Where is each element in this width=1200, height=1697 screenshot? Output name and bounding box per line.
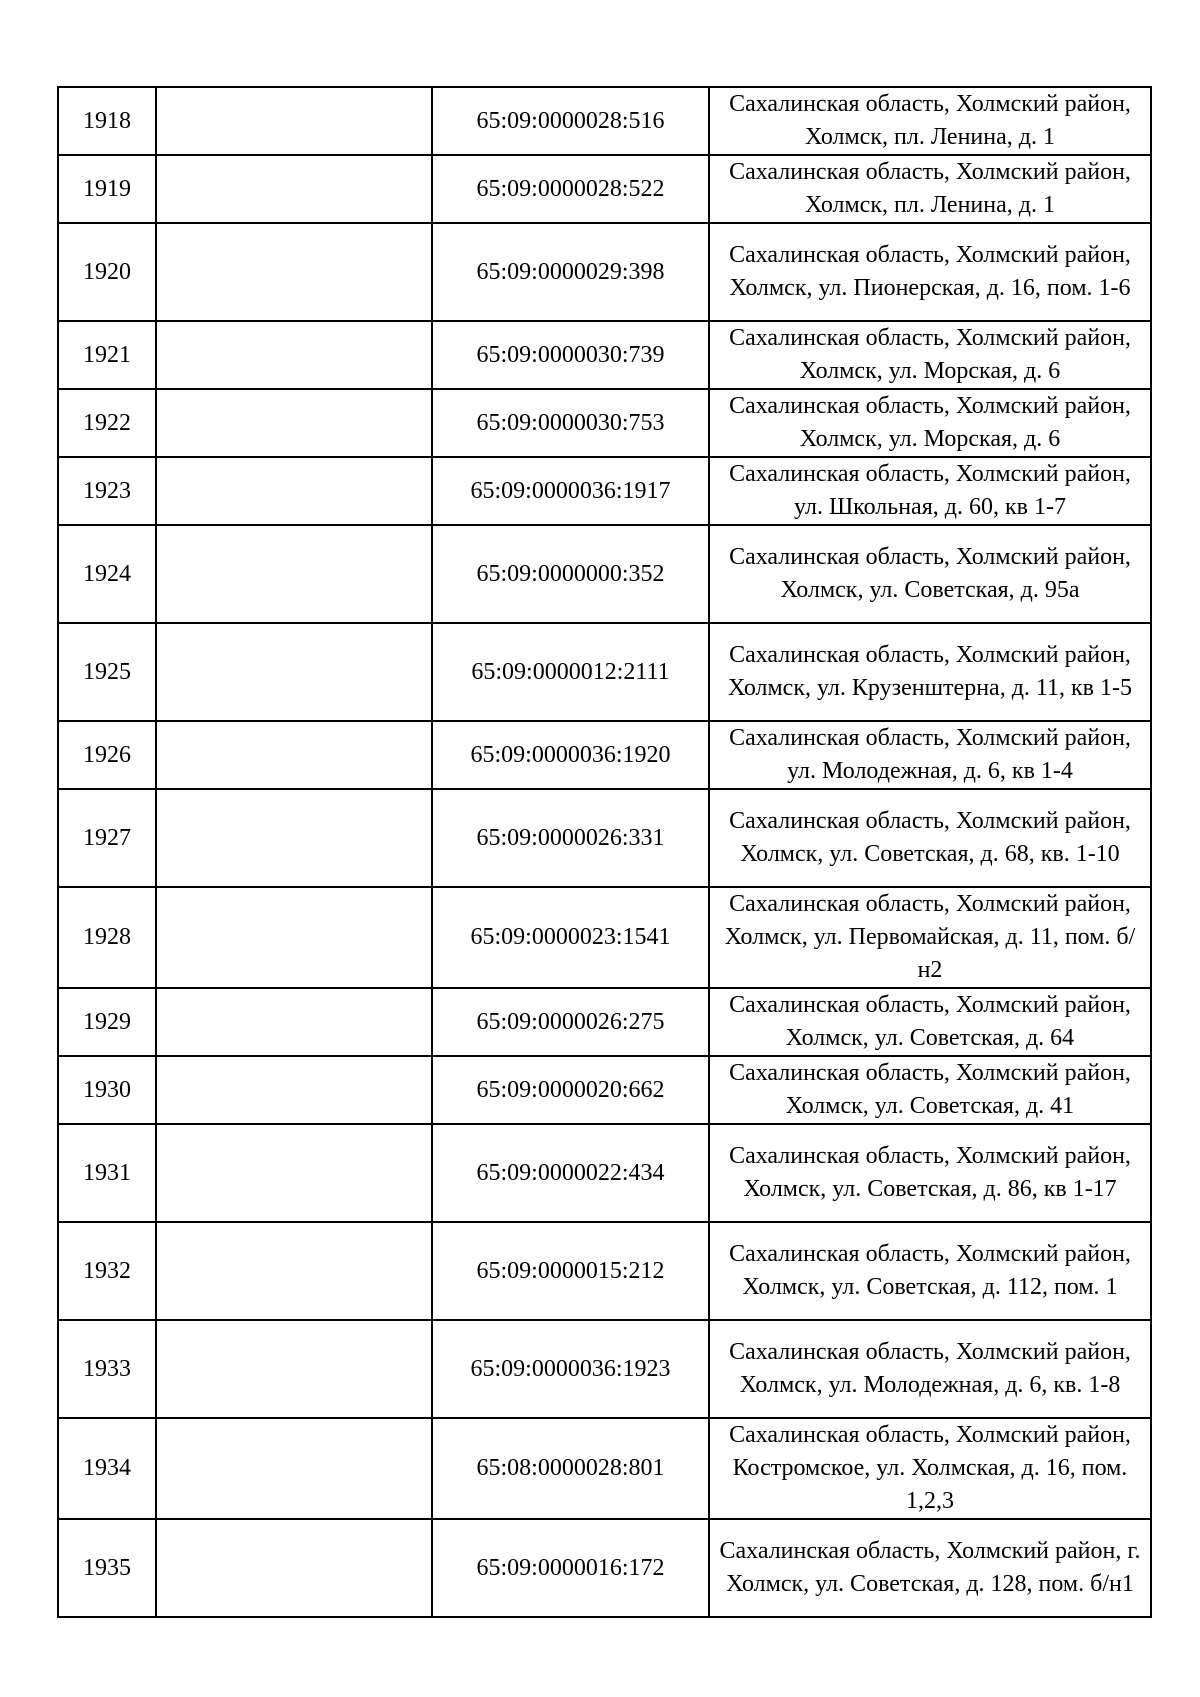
- address-cell: Сахалинская область, Холмский район, Холмск, ул. Советская, д. 41: [709, 1056, 1151, 1124]
- cadastral-number-cell: 65:09:0000022:434: [432, 1124, 709, 1222]
- address-cell: Сахалинская область, Холмский район, ул. Молодежная, д. 6, кв 1-4: [709, 721, 1151, 789]
- object-name-cell: [156, 789, 432, 887]
- row-number-cell: 1929: [58, 988, 156, 1056]
- object-name-cell: [156, 87, 432, 155]
- table-row: [58, 223, 1151, 321]
- table-row: [58, 1519, 1151, 1617]
- table-row: [58, 457, 1151, 525]
- cadastral-number-cell: 65:08:0000028:801: [432, 1418, 709, 1519]
- table-row: [58, 1222, 1151, 1320]
- cadastral-number-cell: 65:09:0000026:331: [432, 789, 709, 887]
- table-row: [58, 789, 1151, 887]
- table-row: [58, 87, 1151, 155]
- cadastral-number-cell: 65:09:0000026:275: [432, 988, 709, 1056]
- object-name-cell: [156, 223, 432, 321]
- object-name-cell: [156, 1320, 432, 1418]
- address-cell: Сахалинская область, Холмский район, Холмск, ул. Крузенштерна, д. 11, кв 1-5: [709, 623, 1151, 721]
- cadastral-number-cell: 65:09:0000015:212: [432, 1222, 709, 1320]
- row-number-cell: 1928: [58, 887, 156, 988]
- object-name-cell: [156, 389, 432, 457]
- table-row: [58, 1320, 1151, 1418]
- object-name-cell: [156, 457, 432, 525]
- register-table-body: [58, 87, 1151, 1617]
- row-number-cell: 1926: [58, 721, 156, 789]
- table-row: [58, 887, 1151, 988]
- object-name-cell: [156, 887, 432, 988]
- address-cell: Сахалинская область, Холмский район, Холмск, ул. Советская, д. 95а: [709, 525, 1151, 623]
- address-cell: Сахалинская область, Холмский район, Костромское, ул. Холмская, д. 16, пом. 1,2,3: [709, 1418, 1151, 1519]
- object-name-cell: [156, 525, 432, 623]
- row-number-cell: 1924: [58, 525, 156, 623]
- row-number-cell: 1927: [58, 789, 156, 887]
- object-name-cell: [156, 721, 432, 789]
- table-row: [58, 1124, 1151, 1222]
- row-number-cell: 1934: [58, 1418, 156, 1519]
- row-number-cell: 1923: [58, 457, 156, 525]
- address-cell: Сахалинская область, Холмский район, Холмск, ул. Советская, д. 68, кв. 1-10: [709, 789, 1151, 887]
- table-row: [58, 525, 1151, 623]
- cadastral-number-cell: 65:09:0000036:1917: [432, 457, 709, 525]
- cadastral-number-cell: 65:09:0000036:1923: [432, 1320, 709, 1418]
- table-row: [58, 1056, 1151, 1124]
- row-number-cell: 1921: [58, 321, 156, 389]
- address-cell: Сахалинская область, Холмский район, Холмск, ул. Пионерская, д. 16, пом. 1-6: [709, 223, 1151, 321]
- row-number-cell: 1931: [58, 1124, 156, 1222]
- table-row: [58, 389, 1151, 457]
- row-number-cell: 1932: [58, 1222, 156, 1320]
- object-name-cell: [156, 988, 432, 1056]
- object-name-cell: [156, 1222, 432, 1320]
- cadastral-number-cell: 65:09:0000028:516: [432, 87, 709, 155]
- cadastral-number-cell: 65:09:0000016:172: [432, 1519, 709, 1617]
- cadastral-number-cell: 65:09:0000036:1920: [432, 721, 709, 789]
- table-row: [58, 623, 1151, 721]
- cadastral-number-cell: 65:09:0000012:2111: [432, 623, 709, 721]
- row-number-cell: 1925: [58, 623, 156, 721]
- object-name-cell: [156, 1418, 432, 1519]
- row-number-cell: 1930: [58, 1056, 156, 1124]
- address-cell: Сахалинская область, Холмский район, г. Холмск, ул. Советская, д. 128, пом. б/н1: [709, 1519, 1151, 1617]
- row-number-cell: 1920: [58, 223, 156, 321]
- property-register-table: [57, 86, 1152, 1618]
- row-number-cell: 1918: [58, 87, 156, 155]
- cadastral-number-cell: 65:09:0000028:522: [432, 155, 709, 223]
- cadastral-number-cell: 65:09:0000000:352: [432, 525, 709, 623]
- cadastral-number-cell: 65:09:0000030:739: [432, 321, 709, 389]
- row-number-cell: 1922: [58, 389, 156, 457]
- table-row: [58, 155, 1151, 223]
- object-name-cell: [156, 1519, 432, 1617]
- cadastral-number-cell: 65:09:0000023:1541: [432, 887, 709, 988]
- address-cell: Сахалинская область, Холмский район, Холмск, ул. Молодежная, д. 6, кв. 1-8: [709, 1320, 1151, 1418]
- cadastral-number-cell: 65:09:0000030:753: [432, 389, 709, 457]
- address-cell: Сахалинская область, Холмский район, Холмск, пл. Ленина, д. 1: [709, 155, 1151, 223]
- address-cell: Сахалинская область, Холмский район, Холмск, ул. Советская, д. 112, пом. 1: [709, 1222, 1151, 1320]
- table-row: [58, 321, 1151, 389]
- address-cell: Сахалинская область, Холмский район, Холмск, ул. Морская, д. 6: [709, 321, 1151, 389]
- address-cell: Сахалинская область, Холмский район, Холмск, ул. Первомайская, д. 11, пом. б/н2: [709, 887, 1151, 988]
- address-cell: Сахалинская область, Холмский район, Холмск, пл. Ленина, д. 1: [709, 87, 1151, 155]
- table-row: [58, 988, 1151, 1056]
- cadastral-number-cell: 65:09:0000020:662: [432, 1056, 709, 1124]
- object-name-cell: [156, 321, 432, 389]
- object-name-cell: [156, 623, 432, 721]
- row-number-cell: 1933: [58, 1320, 156, 1418]
- object-name-cell: [156, 1124, 432, 1222]
- address-cell: Сахалинская область, Холмский район, Холмск, ул. Советская, д. 64: [709, 988, 1151, 1056]
- table-row: [58, 721, 1151, 789]
- row-number-cell: 1935: [58, 1519, 156, 1617]
- address-cell: Сахалинская область, Холмский район, ул. Школьная, д. 60, кв 1-7: [709, 457, 1151, 525]
- address-cell: Сахалинская область, Холмский район, Холмск, ул. Морская, д. 6: [709, 389, 1151, 457]
- table-row: [58, 1418, 1151, 1519]
- object-name-cell: [156, 1056, 432, 1124]
- object-name-cell: [156, 155, 432, 223]
- address-cell: Сахалинская область, Холмский район, Холмск, ул. Советская, д. 86, кв 1-17: [709, 1124, 1151, 1222]
- row-number-cell: 1919: [58, 155, 156, 223]
- cadastral-number-cell: 65:09:0000029:398: [432, 223, 709, 321]
